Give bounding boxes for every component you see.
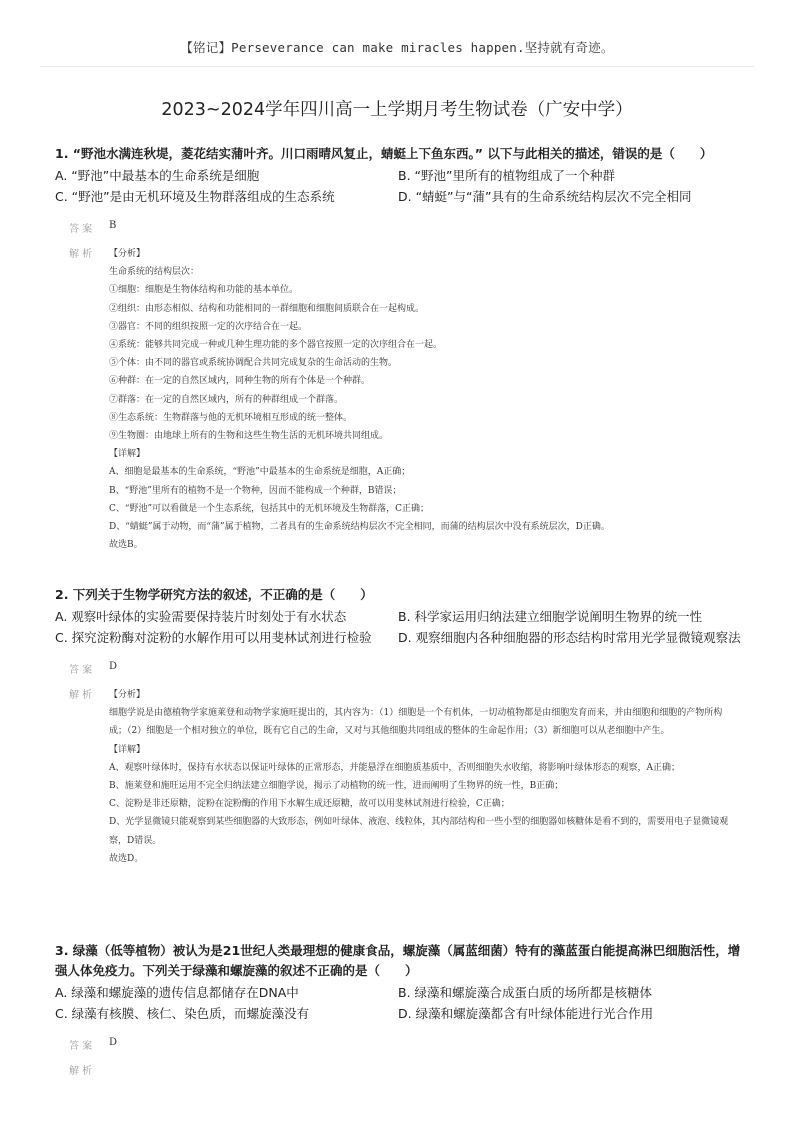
analysis-line: 【分析】 xyxy=(109,249,146,259)
option-b: B. 科学家运用归纳法建立细胞学说阐明生物界的统一性 xyxy=(398,609,703,624)
analysis-block xyxy=(55,1062,745,1077)
analysis-line: C、淀粉是非还原糖，淀粉在淀粉酶的作用下水解生成还原糖，故可以用斐林试剂进行检验，C正确； xyxy=(109,799,510,810)
analysis-line: 故选D。 xyxy=(109,853,144,864)
header-motto: 【铭记】Perseverance can make miracles happen.坚持就有奇迹。 xyxy=(180,40,614,55)
answer-label: 答 案 xyxy=(69,665,93,676)
question-stem: 1. “野池水满连秋堤，菱花结实蒲叶齐。川口雨晴风复止，蜻蜓上下鱼东西。” 以下与此相关的描述，错误的是（ ） xyxy=(55,146,713,161)
option-d: D. 观察细胞内各种细胞器的形态结构时常用光学显微镜观察法 xyxy=(398,630,741,645)
analysis-line: ⑦群落：在一定的自然区域内，所有的种群组成一个群落。 xyxy=(109,394,344,405)
analysis-block xyxy=(55,686,745,868)
analysis-line: 故选B。 xyxy=(109,540,143,551)
options xyxy=(55,167,745,206)
page-title: 2023~2024学年四川高一上学期月考生物试卷（广安中学） xyxy=(161,100,633,120)
answer-row xyxy=(55,661,745,676)
option-a: A. 观察叶绿体的实验需要保持装片时刻处于有水状态 xyxy=(55,609,347,624)
analysis-body xyxy=(109,245,729,554)
analysis-line: B、施莱登和施旺运用不完全归纳法建立细胞学说，揭示了动植物的统一性，进而阐明了生物界的统一性，B正确； xyxy=(109,781,564,792)
header-divider xyxy=(40,66,754,67)
question-stem: 3. 绿藻（低等植物）被认为是21世纪人类最理想的健康食品，螺旋藻（属蓝细菌）特有的藻蓝蛋白能提高淋巴细胞活性，增强人体免疫力。下列关于绿藻和螺旋藻的叙述不正确的是（ ） xyxy=(55,943,741,978)
option-a: A. 绿藻和螺旋藻的遗传信息都储存在DNA中 xyxy=(55,985,299,1000)
analysis-line: A、观察叶绿体时，保持有水状态以保证叶绿体的正常形态，并能悬浮在细胞质基质中，否则细胞失水收缩，将影响叶绿体形态的观察，A正确； xyxy=(109,762,681,773)
answer-value: B xyxy=(109,220,117,231)
question-3 xyxy=(55,941,745,1077)
analysis-body xyxy=(109,686,729,868)
answer-label: 答 案 xyxy=(69,1041,93,1052)
option-d: D. “蜻蜓”与“蒲”具有的生命系统结构层次不完全相同 xyxy=(398,189,692,204)
analysis-line: D、“蜻蜓”属于动物，而“蒲”属于植物，二者具有的生命系统结构层次不完全相同，而蒲的结构层次中没有系统层次，D正确。 xyxy=(109,522,610,533)
option-c: C. 绿藻有核膜、核仁、染色质，而螺旋藻没有 xyxy=(55,1006,310,1021)
analysis-line: A、细胞是最基本的生命系统，“野池”中最基本的生命系统是细胞，A正确； xyxy=(109,467,411,478)
question-1 xyxy=(55,144,745,554)
question-2 xyxy=(55,585,745,868)
analysis-line: C、“野池”可以看做是一个生态系统，包括其中的无机环境及生物群落，C正确； xyxy=(109,503,429,514)
analysis-line: 细胞学说是由德植物学家施莱登和动物学家施旺提出的，其内容为：（1）细胞是一个有机体，一切动植物都是由细胞发育而来，并由细胞和细胞的产物所构成；（2）细胞是一个相对独立的单位，既有它自己的生命，又对与其他细胞共同组成的整体的生命起作用；（3）新细胞可以从老细胞中产生。 xyxy=(109,708,723,737)
analysis-line: D、光学显微镜只能观察到某些细胞器的大致形态，例如叶绿体、液泡、线粒体，其内部结构和一些小型的细胞器如核糖体是看不到的，需要用电子显微镜观察，D错误。 xyxy=(109,817,729,846)
analysis-line: ①细胞：细胞是生物体结构和功能的基本单位。 xyxy=(109,285,299,296)
analysis-label: 解 析 xyxy=(69,1066,93,1077)
answer-value: D xyxy=(109,1037,118,1048)
analysis-label: 解 析 xyxy=(69,249,93,260)
analysis-line: ⑥种群：在一定的自然区域内，同种生物的所有个体是一个种群。 xyxy=(109,376,371,387)
option-d: D. 绿藻和螺旋藻都含有叶绿体能进行光合作用 xyxy=(398,1006,654,1021)
option-b: B. 绿藻和螺旋藻合成蛋白质的场所都是核糖体 xyxy=(398,985,653,1000)
answer-row xyxy=(55,1037,745,1052)
question-stem: 2. 下列关于生物学研究方法的叙述，不正确的是（ ） xyxy=(55,587,373,602)
analysis-line: ③器官：不同的组织按照一定的次序结合在一起。 xyxy=(109,321,308,332)
analysis-line: 【详解】 xyxy=(109,744,146,755)
analysis-label: 解 析 xyxy=(69,690,93,701)
options xyxy=(55,608,745,647)
answer-value: D xyxy=(109,661,118,672)
answer-row xyxy=(55,220,745,235)
analysis-line: ②组织：由形态相似、结构和功能相同的一群细胞和细胞间质联合在一起构成。 xyxy=(109,303,425,314)
option-a: A. “野池”中最基本的生命系统是细胞 xyxy=(55,168,260,183)
analysis-line: B、“野池”里所有的植物不是一个物种，因而不能构成一个种群，B错误； xyxy=(109,485,402,496)
analysis-line: 【分析】 xyxy=(109,690,146,700)
option-c: C. “野池”是由无机环境及生物群落组成的生态系统 xyxy=(55,189,335,204)
analysis-line: 生命系统的结构层次： xyxy=(109,267,200,278)
option-c: C. 探究淀粉酶对淀粉的水解作用可以用斐林试剂进行检验 xyxy=(55,630,372,645)
analysis-line: ⑤个体：由不同的器官或系统协调配合共同完成复杂的生命活动的生物。 xyxy=(109,358,398,369)
answer-label: 答 案 xyxy=(69,224,93,235)
option-b: B. “野池”里所有的植物组成了一个种群 xyxy=(398,168,615,183)
analysis-line: ⑨生物圈：由地球上所有的生物和这些生物生活的无机环境共同组成。 xyxy=(109,431,389,442)
analysis-line: 【详解】 xyxy=(109,449,146,460)
analysis-block xyxy=(55,245,745,554)
analysis-line: ④系统：能够共同完成一种或几种生理功能的多个器官按照一定的次序组合在一起。 xyxy=(109,340,443,351)
analysis-line: ⑧生态系统：生物群落与他的无机环境相互形成的统一整体。 xyxy=(109,412,353,423)
options xyxy=(55,984,745,1023)
